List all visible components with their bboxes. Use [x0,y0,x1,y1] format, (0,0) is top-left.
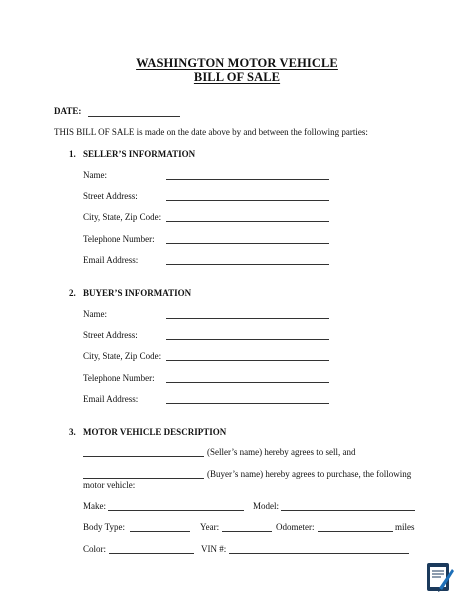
seller-city-field[interactable] [166,221,329,222]
seller-name-label: Name: [83,170,107,180]
vehicle-section-number: 3. [69,427,76,437]
color-label: Color: [83,544,107,554]
buyer-email-field[interactable] [166,403,329,404]
make-label: Make: [83,501,106,511]
buyer-section-heading: BUYER’S INFORMATION [83,288,192,298]
date-field[interactable] [88,116,180,117]
model-field[interactable] [281,510,415,511]
buyer-email-label: Email Address: [83,394,139,404]
seller-phone-label: Telephone Number: [83,234,155,244]
miles-label: miles [395,522,415,532]
form-logo-icon [425,560,455,596]
document-title-line2: BILL OF SALE [193,70,281,84]
document-title-line1: WASHINGTON MOTOR VEHICLE [136,56,338,70]
seller-name-field[interactable] [166,179,329,180]
buyer-section-number: 2. [69,288,76,298]
buyer-street-label: Street Address: [83,330,138,340]
seller-section-number: 1. [69,149,76,159]
year-label: Year: [200,522,220,532]
buyer-street-field[interactable] [166,339,329,340]
buyer-phone-field[interactable] [166,382,329,383]
vin-field[interactable] [229,553,409,554]
date-label: DATE: [54,106,82,116]
vin-label: VIN #: [201,544,227,554]
model-label: Model: [253,501,279,511]
seller-email-field[interactable] [166,264,329,265]
seller-section-heading: SELLER’S INFORMATION [83,149,196,159]
body-type-label: Body Type: [83,522,125,532]
buyer-name-label: Name: [83,309,107,319]
seller-street-label: Street Address: [83,191,138,201]
seller-phone-field[interactable] [166,243,329,244]
odometer-label: Odometer: [276,522,315,532]
seller-name-agreement-field[interactable] [83,456,204,457]
buyer-city-field[interactable] [166,360,329,361]
buyer-phone-label: Telephone Number: [83,373,155,383]
intro-text: THIS BILL OF SALE is made on the date above by and between the following parties: [54,127,368,137]
buyer-name-agreement-field[interactable] [83,478,204,479]
make-field[interactable] [108,510,244,511]
year-field[interactable] [222,531,272,532]
buyer-name-field[interactable] [166,318,329,319]
color-field[interactable] [109,553,194,554]
seller-email-label: Email Address: [83,255,139,265]
seller-city-label: City, State, Zip Code: [83,212,162,222]
buyer-agreement-continued: motor vehicle: [83,480,136,490]
seller-agreement-text: (Seller’s name) hereby agrees to sell, and [207,447,356,457]
vehicle-section-heading: MOTOR VEHICLE DESCRIPTION [83,427,227,437]
buyer-agreement-text: (Buyer’s name) hereby agrees to purchase, the following [207,469,412,479]
seller-street-field[interactable] [166,200,329,201]
odometer-field[interactable] [318,531,393,532]
body-type-field[interactable] [130,531,190,532]
buyer-city-label: City, State, Zip Code: [83,351,162,361]
